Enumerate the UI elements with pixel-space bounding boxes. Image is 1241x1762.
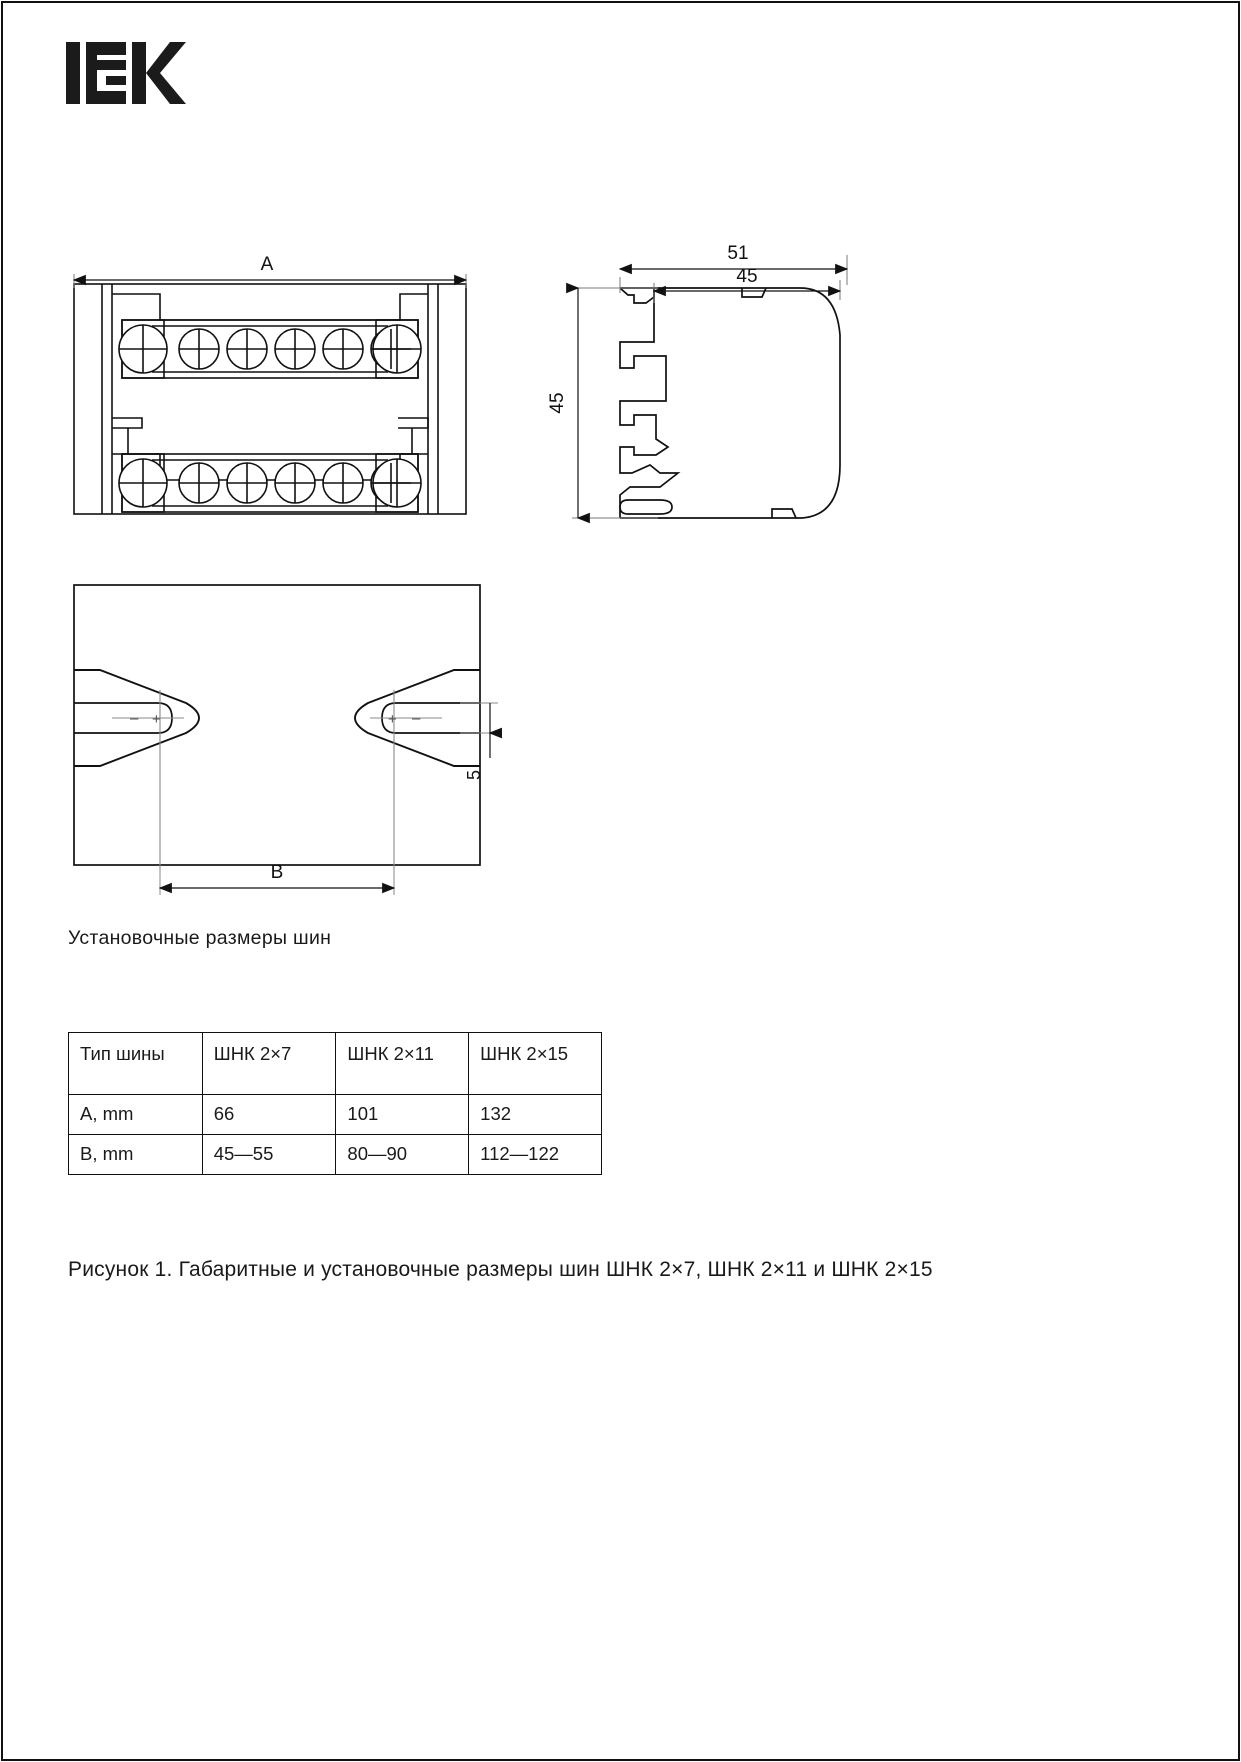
slot-mark-minus-left: –	[130, 710, 139, 727]
table-cell: 132	[469, 1095, 602, 1135]
dimension-label-B: B	[270, 862, 284, 883]
table-header-cell: ШНК 2×11	[336, 1033, 469, 1095]
dimension-label-51: 51	[727, 243, 749, 264]
slot-mark-plus-right: +	[388, 711, 397, 728]
subcaption-installation-dimensions: Установочные размеры шин	[68, 927, 332, 949]
table-header-row	[69, 1033, 602, 1095]
table-cell: 101	[336, 1095, 469, 1135]
table-cell: 66	[202, 1095, 336, 1135]
slot-mark-minus-right: –	[412, 710, 421, 727]
table-row	[69, 1095, 602, 1135]
table-header-cell: ШНК 2×15	[469, 1033, 602, 1095]
front-view-drawing	[60, 232, 480, 532]
side-view-drawing	[510, 225, 870, 545]
dimension-label-45-horizontal: 45	[736, 266, 758, 287]
busbar-dimensions-table	[68, 1032, 602, 1175]
figure-caption: Рисунок 1. Габаритные и установочные размеры шин ШНК 2×7, ШНК 2×11 и ШНК 2×15	[68, 1258, 933, 1281]
row-label: B, mm	[69, 1135, 203, 1175]
iek-logo	[66, 42, 186, 104]
table-header-cell: Тип шины	[69, 1033, 203, 1095]
slot-mark-plus-left: +	[152, 711, 161, 728]
mounting-view-svg	[60, 570, 520, 910]
table-cell: 80—90	[336, 1135, 469, 1175]
table-cell: 112—122	[469, 1135, 602, 1175]
center-mark-right	[370, 690, 442, 870]
center-mark-left	[112, 690, 184, 870]
iek-logo-icon	[66, 42, 186, 104]
row-label: A, mm	[69, 1095, 203, 1135]
dimension-label-5: 5	[464, 769, 484, 781]
dimension-label-A: A	[260, 254, 274, 275]
side-view-svg	[510, 225, 870, 545]
table-row	[69, 1135, 602, 1175]
table-cell: 45—55	[202, 1135, 336, 1175]
mounting-view-drawing	[60, 570, 520, 910]
dimension-label-45-vertical: 45	[547, 392, 568, 414]
table-header-cell: ШНК 2×7	[202, 1033, 336, 1095]
front-view-svg	[60, 232, 480, 532]
